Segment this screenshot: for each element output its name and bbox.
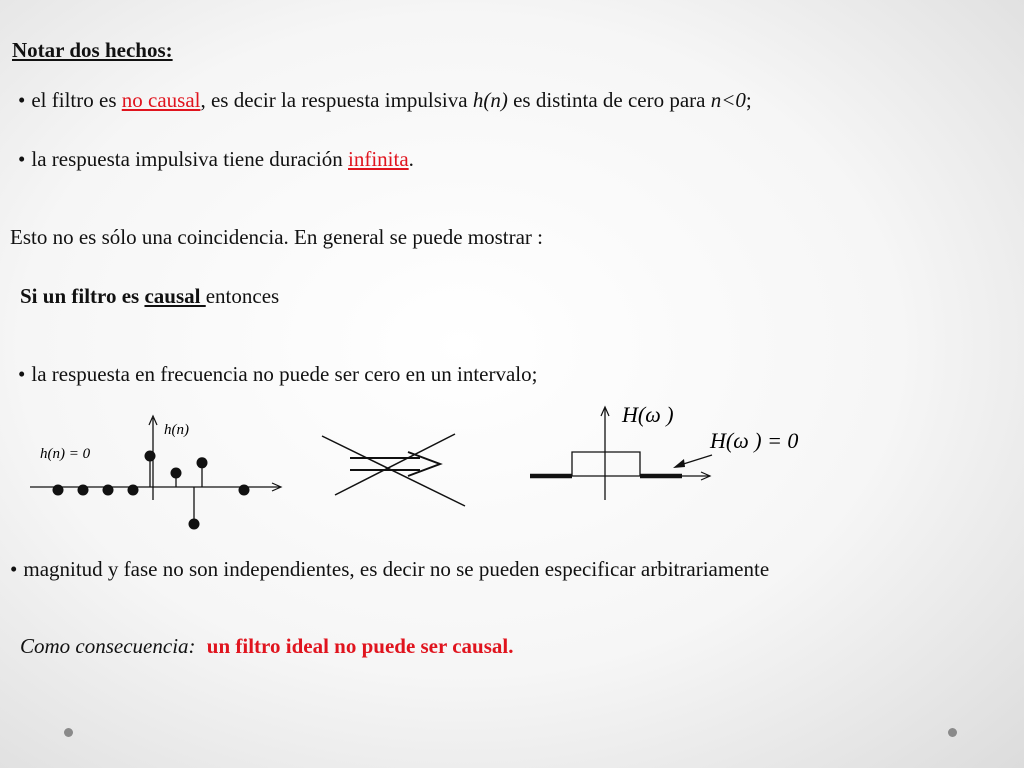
corner-dot-left [64, 728, 73, 737]
conclusion [20, 634, 513, 658]
conclusion-lead: Como consecuencia: [20, 634, 196, 658]
stem-point [145, 451, 156, 462]
corner-dot-right [948, 728, 957, 737]
stem-point [128, 485, 139, 496]
crossed-implies-icon [322, 434, 465, 506]
ideal-passband [572, 452, 640, 476]
causal-term: causal [144, 284, 206, 308]
condition-symbol: n<0 [710, 88, 746, 112]
bullet-marker: • [18, 88, 26, 112]
slide-heading: Notar dos hechos: [12, 38, 173, 62]
bullet-non-causal: • el filtro es no causal, es decir la respuesta impulsiva h(n) es distinta de cero para n<0; [18, 88, 752, 112]
stem-point [197, 457, 208, 468]
hn-zero-label: h(n) = 0 [40, 446, 91, 462]
general-statement: Esto no es sólo una coincidencia. En general se puede mostrar : [10, 225, 543, 249]
stem-point [103, 485, 114, 496]
stem-point [171, 468, 182, 479]
infinita-term: infinita [348, 147, 409, 171]
stem-point [189, 519, 200, 530]
bullet-frequency-response: • la respuesta en frecuencia no puede ser cero en un intervalo; [18, 362, 538, 386]
hn-axis-label: h(n) [164, 422, 189, 438]
bullet-magnitude-phase: • magnitud y fase no son independientes, es decir no se pueden especificar arbitrariamente [10, 557, 770, 581]
stem-plot [53, 451, 250, 530]
H-omega-zero-label: H(ω ) = 0 [710, 428, 799, 453]
stem-point [239, 485, 250, 496]
impulse-response-symbol: h(n) [472, 88, 508, 112]
bullet-infinite-duration: • la respuesta impulsiva tiene duración infinita. [18, 147, 414, 171]
conclusion-statement: un filtro ideal no puede ser causal. [206, 634, 514, 658]
pointer-arrow-head-icon [673, 459, 685, 468]
bullet-marker: • [18, 147, 26, 171]
causal-condition: Si un filtro es causal entonces [20, 284, 280, 308]
no-causal-term: no causal [121, 88, 201, 112]
stem-point [78, 485, 89, 496]
bullet-marker: • [18, 362, 26, 386]
H-omega-label: H(ω ) [622, 402, 674, 427]
bullet-marker: • [10, 557, 18, 581]
stem-point [53, 485, 64, 496]
